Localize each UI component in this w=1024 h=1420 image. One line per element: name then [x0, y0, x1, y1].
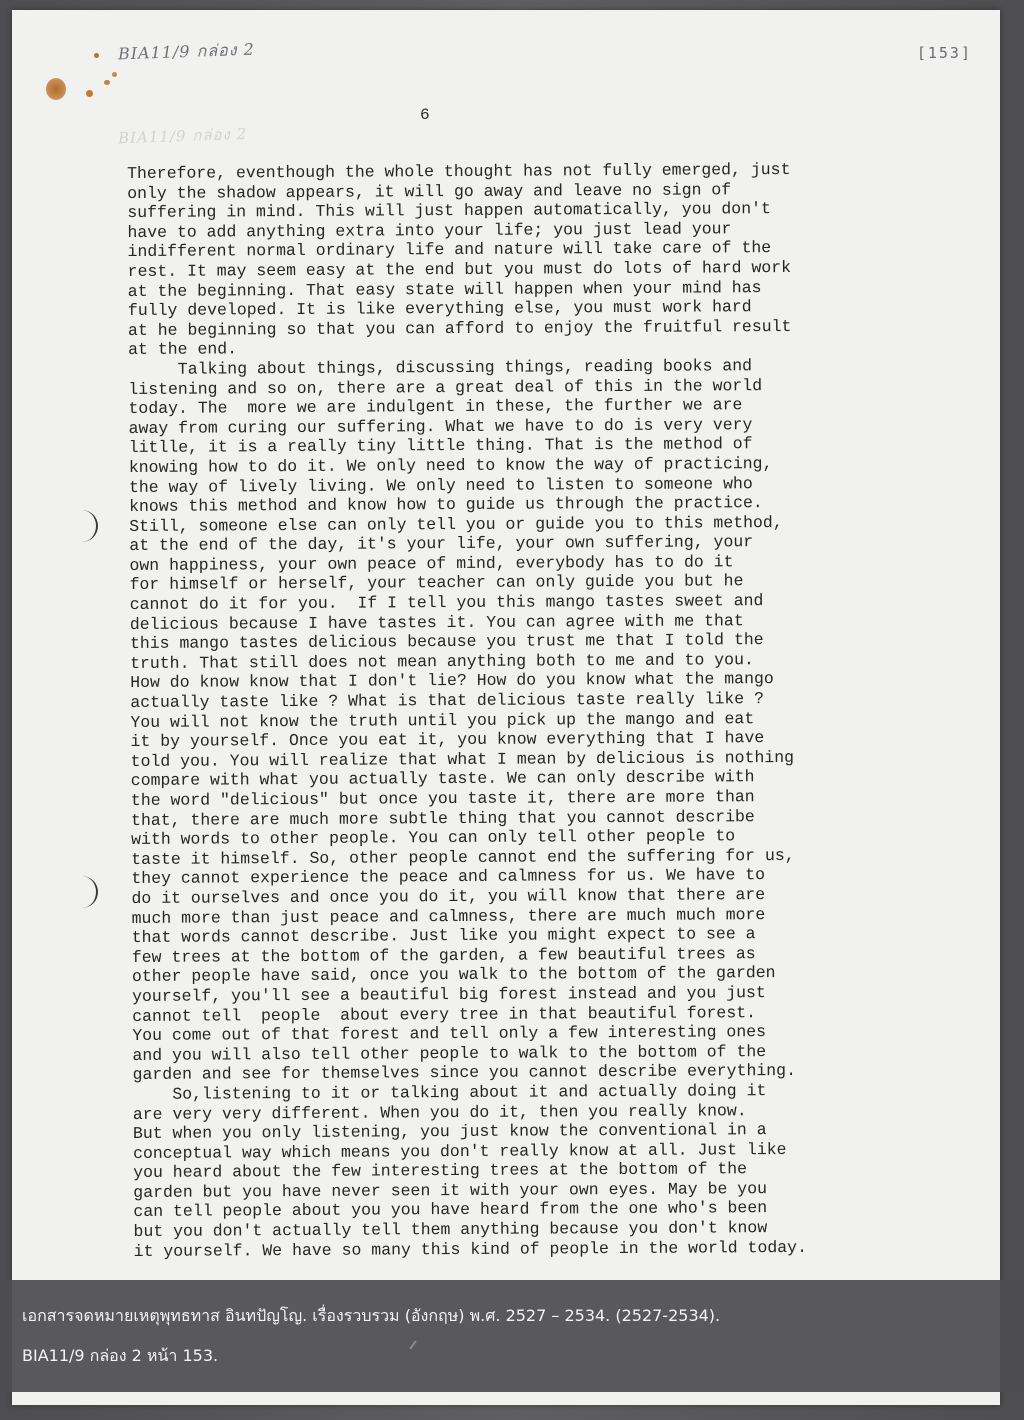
- text-line: fully developed. It is like everything else, you must work hard: [127, 297, 752, 321]
- caption-reference: BIA11/9 กล่อง 2 หน้า 153.: [22, 1346, 219, 1365]
- text-line: it yourself. We have so many this kind of people in the world today.: [133, 1237, 807, 1261]
- text-line: own happiness, your own peace of mind, everybody has to do it: [129, 552, 734, 575]
- archive-page-number: [153]: [916, 44, 972, 62]
- text-line: but you don't actually tell them anything because you don't know: [133, 1218, 768, 1242]
- text-line: do it ourselves and once you do it, you will know that there are: [131, 885, 766, 908]
- text-line: conceptual way which means you don't really know at all. Just like: [132, 1139, 787, 1163]
- text-line: So,listening to it or talking about it and actually doing it: [132, 1081, 767, 1104]
- text-line: Therefore, eventhough the whole thought has not fully emerged, just: [127, 159, 791, 183]
- text-line: suffering in mind. This will just happen automatically, you don't: [127, 199, 771, 223]
- text-line: truth. That still does not mean anything both to me and to you.: [129, 650, 754, 673]
- text-line: much more than just peace and calmness, there are much much more: [131, 904, 766, 928]
- text-line: yourself, you'll see a beautiful big forest instead and you just: [132, 983, 766, 1006]
- text-line: at the end of the day, it's your life, your own suffering, your: [129, 532, 754, 556]
- text-line: at the end.: [128, 339, 238, 360]
- text-line: listening and so on, there are a great deal of this in the world: [128, 375, 763, 399]
- punch-hole: [74, 876, 98, 908]
- text-line: and you will also tell other people to walk to the bottom of the: [132, 1041, 767, 1065]
- text-line: But when you only listening, you just know the conventional in a: [132, 1120, 767, 1144]
- text-line: are very very different. When you do it, then you really know.: [132, 1100, 747, 1124]
- text-line: delicious because I have tastes it. You can agree with me that: [129, 610, 744, 634]
- text-line: cannot do it for you. If I tell you this mango tastes sweet and: [129, 591, 764, 615]
- text-line: rest. It may seem easy at the end but you must do lots of hard work: [127, 257, 792, 281]
- rust-stain-small: [104, 80, 110, 85]
- text-line: only the shadow appears, it will go away and leave no sign of: [127, 179, 732, 203]
- text-line: taste it himself. So, other people cannot end the suffering for us,: [131, 845, 795, 869]
- rust-stain: [46, 78, 66, 100]
- text-line: for himself or herself, your teacher can only guide you but he: [129, 571, 744, 595]
- text-line: with words to other people. You can only tell other people to: [131, 826, 736, 850]
- rust-stain-small: [94, 53, 99, 58]
- text-line: garden but you have never seen it with your own eyes. May be you: [133, 1178, 768, 1202]
- text-line: at the beginning. That easy state will happen when your mind has: [127, 277, 762, 301]
- handwritten-reference: BIA11/9 กล่อง 2: [117, 39, 256, 64]
- text-line: Still, someone else can only tell you or guide you to this method,: [129, 512, 783, 536]
- text-line: that words cannot describe. Just like you might expect to see a: [131, 924, 756, 948]
- text-line: it by yourself. Once you eat it, you know everything that I have: [130, 728, 765, 752]
- text-line: knows this method and know how to guide us through the practice.: [129, 493, 763, 517]
- text-line: the way of lively living. We only need to listen to someone who: [128, 473, 753, 497]
- text-line: away from curing our suffering. What we have to do is very very: [128, 414, 753, 438]
- page-number: 6: [420, 106, 430, 124]
- typewritten-body: [127, 159, 974, 1261]
- text-line: have to add anything extra into your life; you just lead your: [127, 219, 732, 242]
- text-line: they cannot experience the peace and calmness for us. We have to: [131, 865, 766, 889]
- text-line: How do know know that I don't lie? How do you know what the mango: [130, 669, 774, 693]
- text-line: this mango tastes delicious because you trust me that I told the: [129, 630, 764, 654]
- text-line: garden and see for themselves since you cannot describe everything.: [132, 1061, 797, 1085]
- rust-stain-small: [112, 72, 117, 77]
- text-line: actually taste like ? What is that delicious taste really like ?: [130, 689, 765, 713]
- text-line: few trees at the bottom of the garden, a few beautiful trees as: [131, 943, 756, 967]
- text-line: You will not know the truth until you pick up the mango and eat: [130, 708, 755, 732]
- rust-stain-small: [86, 90, 93, 97]
- text-line: litlle, it is a really tiny little thing. That is the method of: [128, 434, 753, 458]
- caption-bar: [0, 1280, 1024, 1392]
- text-line: at he beginning so that you can afford to enjoy the fruitful result: [127, 316, 792, 340]
- text-line: that, there are much more subtle thing that you cannot describe: [130, 806, 755, 830]
- caption-title: เอกสารจดหมายเหตุพุทธทาส อินทปัญโญ. เรื่องรวบรวม (อังกฤษ) พ.ศ. 2527 – 2534. (2527-2534).: [22, 1306, 721, 1325]
- text-line: can tell people about you you have heard from the one who's been: [133, 1198, 768, 1222]
- punch-hole: [74, 510, 98, 542]
- handwritten-reference-ghost: BIA11/9 กล่อง 2: [117, 124, 248, 148]
- text-line: cannot tell people about every tree in that beautiful forest.: [132, 1002, 757, 1026]
- text-line: compare with what you actually taste. We can only describe with: [130, 767, 755, 791]
- text-line: You come out of that forest and tell only a few interesting ones: [132, 1022, 767, 1046]
- text-line: today. The more we are indulgent in these, the further we are: [128, 395, 743, 419]
- text-line: you heard about the few interesting trees at the bottom of the: [133, 1159, 748, 1183]
- text-line: told you. You will realize that what I mean by delicious is nothing: [130, 747, 795, 771]
- text-line: the word "delicious" but once you taste it, there are more than: [130, 787, 755, 810]
- text-line: Talking about things, discussing things, reading books and: [128, 356, 753, 379]
- text-line: knowing how to do it. We only need to know the way of practicing,: [128, 453, 773, 477]
- text-line: indifferent normal ordinary life and nature will take care of the: [127, 238, 772, 262]
- text-line: other people have said, once you walk to the bottom of the garden: [131, 963, 776, 987]
